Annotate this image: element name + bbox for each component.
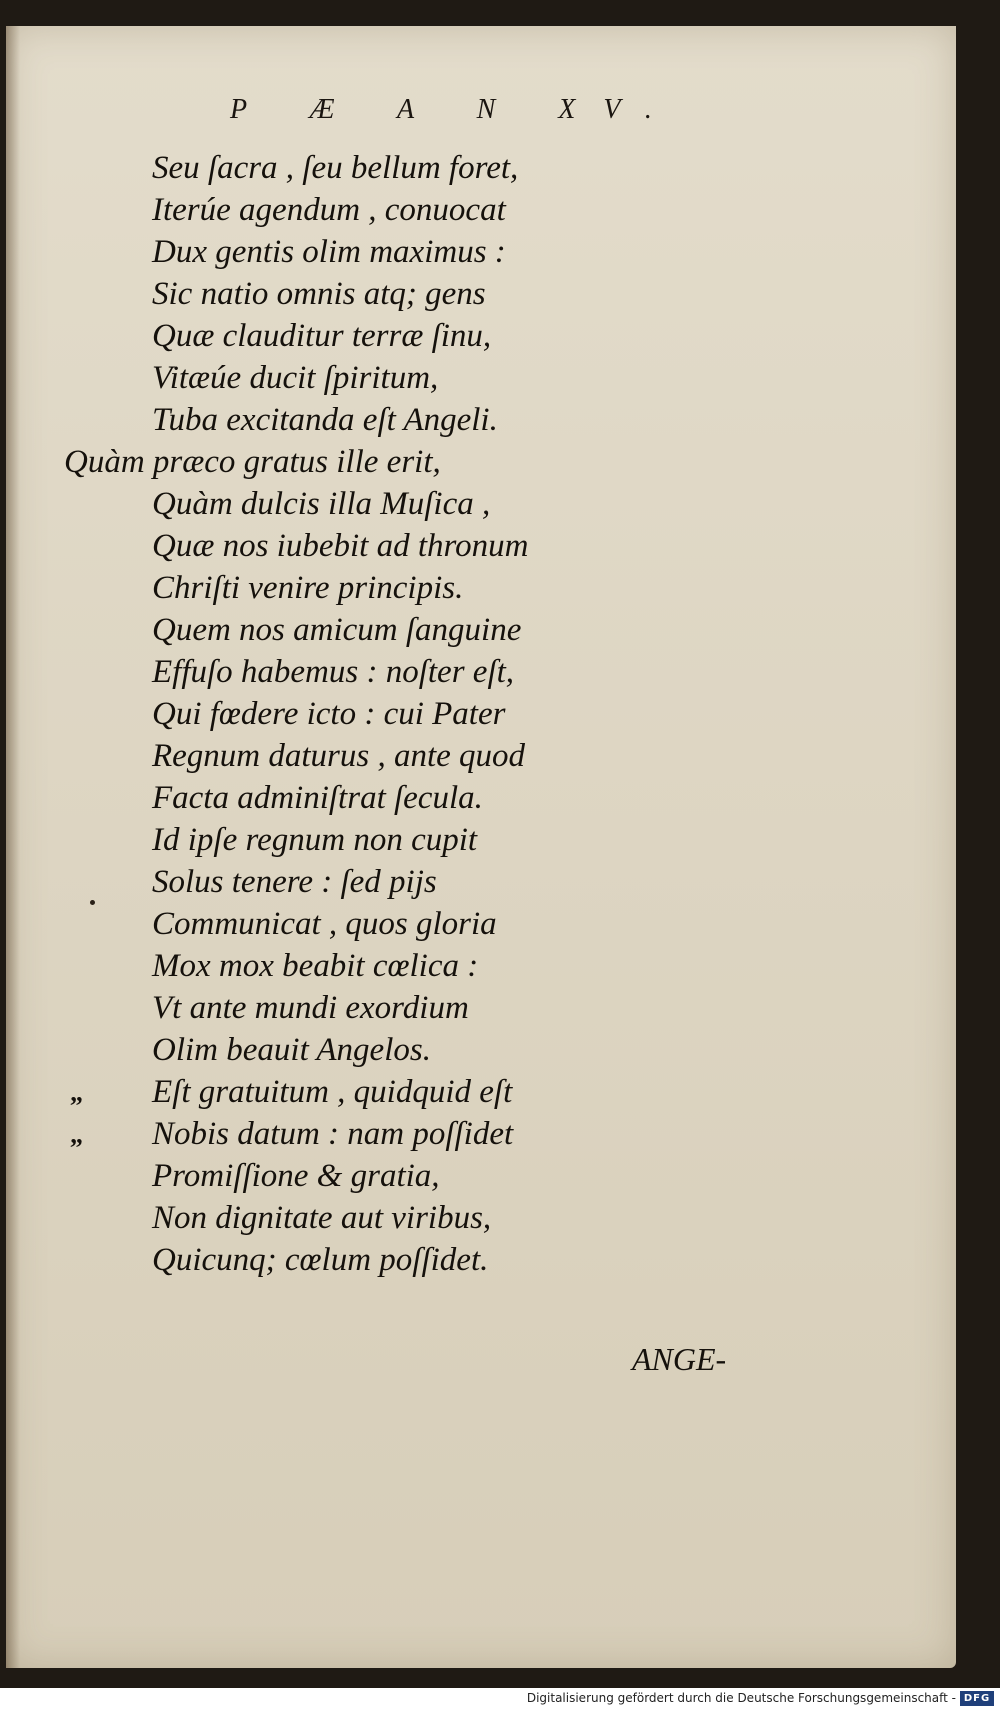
verse-line: Quicunq; cœlum poſſidet. xyxy=(152,1242,489,1278)
verse-line: Tuba excitanda eſt Angeli. xyxy=(152,402,498,438)
verse-line: Qui fœdere icto : cui Pater xyxy=(152,696,506,732)
running-head: P Æ A N XV. xyxy=(230,94,680,125)
verse-line: Nobis datum : nam poſſidet xyxy=(152,1116,514,1152)
verse-line: Vitæúe ducit ſpiritum, xyxy=(152,360,439,396)
verse-line: Quàm præco gratus ille erit, xyxy=(64,444,441,480)
verse-line: Facta adminiſtrat ſecula. xyxy=(152,780,483,816)
verse-line: Promiſſione & gratia, xyxy=(152,1158,440,1194)
verse-line: Olim beauit Angelos. xyxy=(152,1032,431,1068)
verse-line: Communicat , quos gloria xyxy=(152,906,497,942)
digitization-footer xyxy=(0,1688,1000,1709)
marginal-quote-mark: „ xyxy=(70,1120,83,1149)
ink-speck xyxy=(90,900,95,905)
verse-line: Quæ clauditur terræ ſinu, xyxy=(152,318,492,354)
verse-line: Seu ſacra , ſeu bellum foret, xyxy=(152,150,519,186)
page-gutter-shadow xyxy=(6,26,20,1668)
verse-line: Quem nos amicum ſanguine xyxy=(152,612,522,648)
verse-line: Iterúe agendum , conuocat xyxy=(152,192,506,228)
catchword: ANGE- xyxy=(632,1341,727,1377)
verse-line: Id ipſe regnum non cupit xyxy=(152,822,478,858)
verse-line: Sic natio omnis atq; gens xyxy=(152,276,486,312)
verse-line: Quæ nos iubebit ad thronum xyxy=(152,528,529,564)
verse-line: Eſt gratuitum , quidquid eſt xyxy=(152,1074,513,1110)
book-page xyxy=(6,26,956,1668)
verse-line: Chriſti venire principis. xyxy=(152,570,464,606)
verse-line: Non dignitate aut viribus, xyxy=(152,1200,492,1236)
verse-line: Solus tenere : ſed pijs xyxy=(152,864,437,900)
verse-line: Dux gentis olim maximus : xyxy=(152,234,506,270)
verse-line: Mox mox beabit cœlica : xyxy=(152,948,479,984)
verse-line: Quàm dulcis illa Muſica , xyxy=(152,486,491,522)
marginal-quote-mark: „ xyxy=(70,1078,83,1107)
funding-credit: Digitalisierung gefördert durch die Deutsche Forschungsgemeinschaft - xyxy=(526,1691,956,1705)
verse-line: Effuſo habemus : noſter eſt, xyxy=(152,654,515,690)
dfg-logo: DFG xyxy=(960,1691,994,1706)
verse-line: Regnum daturus , ante quod xyxy=(152,738,526,774)
verse-line: Vt ante mundi exordium xyxy=(152,990,469,1026)
